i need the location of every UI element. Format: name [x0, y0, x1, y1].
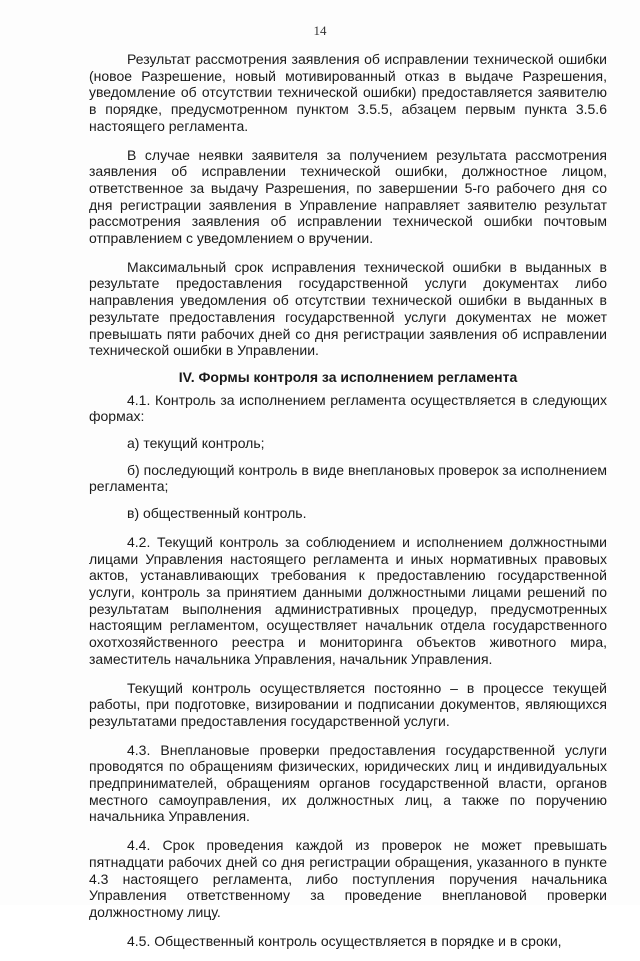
paragraph-current-control: Текущий контроль осуществляется постоянно – в процессе текущей работы, при подготовке, визировании и подписании документов, являющихся результатами предоставления государственной услуги.: [89, 679, 607, 729]
list-item-a: а) текущий контроль;: [127, 435, 265, 452]
paragraph-max-term: Максимальный срок исправления технической ошибки в выданных в результате предоставления государственной услуги документах либо направления уведомления об отсутствии технической ошибки в выданных в результате предоставления государственной услуги документах не может превышать пяти рабочих дней со дня регистрации заявления об исправлении технической ошибки в Управлении.: [89, 258, 607, 359]
page-number: 14: [313, 23, 327, 38]
section-heading: IV. Формы контроля за исполнением регламента: [178, 368, 518, 385]
paragraph-4-5: 4.5. Общественный контроль осуществляется в порядке и в сроки,: [127, 932, 562, 949]
document-body: [89, 51, 607, 961]
paragraph-4-1: 4.1. Контроль за исполнением регламента осуществляется в следующих формах:: [89, 391, 607, 425]
list-item-v: в) общественный контроль.: [127, 505, 307, 522]
paragraph-no-show: В случае неявки заявителя за получением результата рассмотрения заявления об исправлении технической ошибки, должностное лицом, ответственное за выдачу Разрешения, по завершении 5-го рабочего дня со дня регистрации заявления в Управление направляет заявителю результат рассмотрения заявления об исправлении технической ошибки почтовым отправлением с уведомлением о вручении.: [89, 146, 607, 247]
paragraph-4-4: 4.4. Срок проведения каждой из проверок не может превышать пятнадцати рабочих дней со дня регистрации обращения, указанного в пункте 4.3 настоящего регламента, либо поступления поручения начальника Управления ответственному за проведение внеплановой проверки должностному лицу.: [89, 837, 607, 920]
paragraph-4-2: 4.2. Текущий контроль за соблюдением и исполнением должностными лицами Управления настоящего регламента и иных нормативных правовых актов, устанавливающих требования к предоставлению государственной услуги, контроль за принятием данными должностными лицами решений по результатам выполнения административных процедур, предусмотренных настоящим регламентом, осуществляет начальник отдела государственного охотхозяйственного реестра и мониторинга объектов животного мира, заместитель начальника Управления, начальник Управления.: [89, 533, 607, 667]
paragraph-4-3: 4.3. Внеплановые проверки предоставления государственной услуги проводятся по обращениям физических, юридических лиц и индивидуальных предпринимателей, обращениям органов государственной власти, органов местного самоуправления, их должностных лиц, а также по поручению начальника Управления.: [89, 741, 607, 825]
list-item-b: б) последующий контроль в виде внеплановых проверок за исполнением регламента;: [89, 461, 607, 495]
paragraph-error-result: Результат рассмотрения заявления об исправлении технической ошибки (новое Разрешение, новый мотивированный отказ в выдаче Разрешения, уведомление об отсутствии технической ошибки) предоставляется заявителю в порядке, предусмотренном пунктом 3.5.5, абзацем первым пункта 3.5.6 настоящего регламента.: [89, 51, 607, 134]
